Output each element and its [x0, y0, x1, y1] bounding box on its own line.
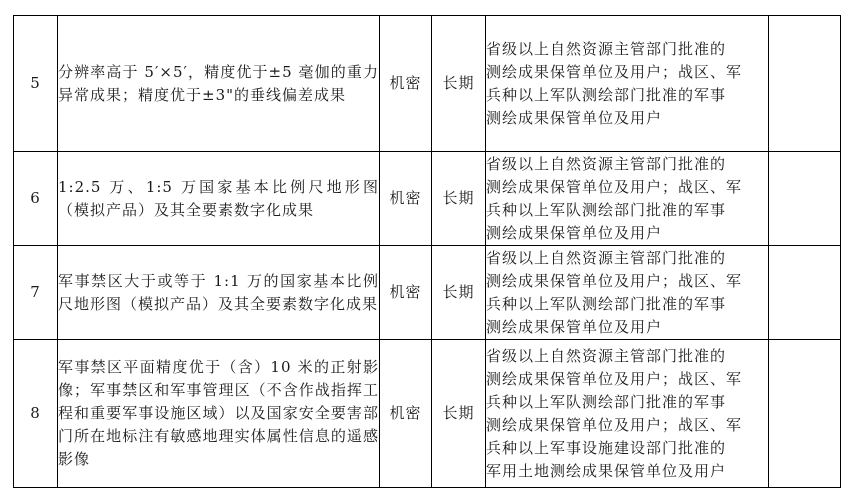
item-content: 军事禁区平面精度优于（含）10 米的正射影像；军事禁区和军事管理区（不含作战指挥工程和重要军事设施区域）以及国家安全要害部门所在地标注有敏感地理实体属性信息的遥感影像: [58, 340, 380, 488]
scope-line: 兵种以上军队测绘部门批准的军事: [486, 294, 727, 313]
empty-cell: [769, 340, 841, 488]
secrecy-level: 机密: [380, 16, 432, 152]
secrecy-term: 长期: [432, 16, 486, 152]
scope-line: 测绘成果保管单位及用户；战区、军: [486, 177, 743, 196]
item-content: 1:2.5 万、1:5 万国家基本比例尺地形图（模拟产品）及其全要素数字化成果: [58, 152, 380, 246]
secrecy-term: 长期: [432, 152, 486, 246]
scope-line: 测绘成果保管单位及用户；战区、军: [486, 415, 743, 434]
table-row: [14, 340, 841, 488]
scope-line: 省级以上自然资源主管部门批准的: [486, 154, 727, 173]
scope-line: 兵种以上军事设施建设部门批准的: [486, 438, 727, 457]
scope-line: 省级以上自然资源主管部门批准的: [486, 39, 727, 58]
scope-line: 兵种以上军队测绘部门批准的军事: [486, 392, 727, 411]
empty-cell: [769, 16, 841, 152]
empty-cell: [769, 246, 841, 340]
scope-line: 测绘成果保管单位及用户: [486, 223, 663, 242]
access-scope: [486, 246, 769, 340]
scope-line: 测绘成果保管单位及用户: [486, 108, 663, 127]
secrecy-term: 长期: [432, 340, 486, 488]
access-scope: [486, 152, 769, 246]
scope-line: 军用土地测绘成果保管单位及用户: [486, 461, 727, 480]
secrecy-level: 机密: [380, 340, 432, 488]
scope-line: 测绘成果保管单位及用户: [486, 317, 663, 336]
table-row: [14, 16, 841, 152]
table-row: [14, 246, 841, 340]
scope-line: 兵种以上军队测绘部门批准的军事: [486, 200, 727, 219]
scope-line: 省级以上自然资源主管部门批准的: [486, 248, 727, 267]
item-content: 分辨率高于 5′×5′，精度优于±5 毫伽的重力异常成果；精度优于±3"的垂线偏差成果: [58, 16, 380, 152]
empty-cell: [769, 152, 841, 246]
secrecy-level: 机密: [380, 246, 432, 340]
secrecy-table: [13, 15, 841, 488]
scope-line: 兵种以上军队测绘部门批准的军事: [486, 85, 727, 104]
row-number: 6: [14, 152, 58, 246]
scope-line: 省级以上自然资源主管部门批准的: [486, 346, 727, 365]
table-row: [14, 152, 841, 246]
access-scope: [486, 16, 769, 152]
scope-line: 测绘成果保管单位及用户；战区、军: [486, 271, 743, 290]
scope-line: 测绘成果保管单位及用户；战区、军: [486, 369, 743, 388]
row-number: 8: [14, 340, 58, 488]
scope-line: 测绘成果保管单位及用户；战区、军: [486, 62, 743, 81]
secrecy-level: 机密: [380, 152, 432, 246]
item-content: 军事禁区大于或等于 1:1 万的国家基本比例尺地形图（模拟产品）及其全要素数字化成果: [58, 246, 380, 340]
access-scope: [486, 340, 769, 488]
row-number: 5: [14, 16, 58, 152]
secrecy-term: 长期: [432, 246, 486, 340]
row-number: 7: [14, 246, 58, 340]
